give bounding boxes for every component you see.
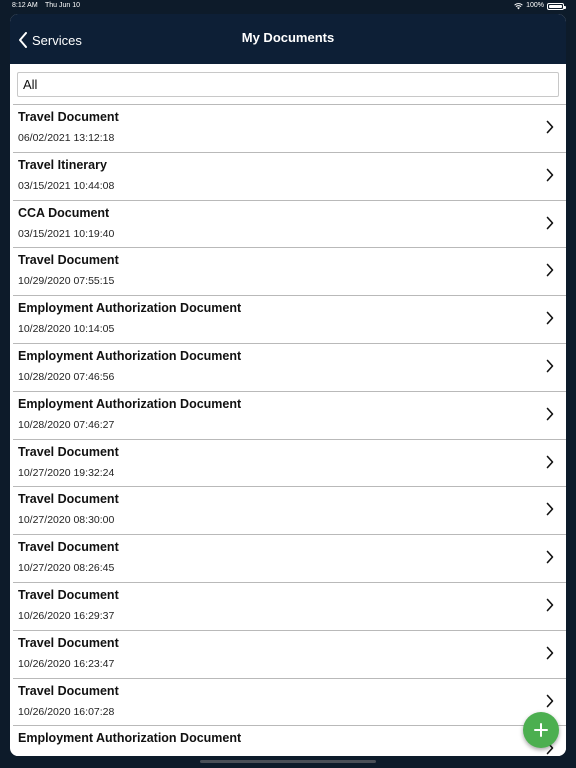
document-title: Travel Document xyxy=(18,492,119,507)
chevron-right-icon xyxy=(546,550,554,564)
document-title: CCA Document xyxy=(18,205,110,220)
document-title: Employment Authorization Document xyxy=(18,301,242,316)
document-date: 03/15/2021 10:19:40 xyxy=(18,227,115,240)
battery-percent: 100% xyxy=(526,2,544,9)
plus-icon xyxy=(534,723,548,737)
document-title: Travel Document xyxy=(18,587,119,602)
document-row[interactable] xyxy=(13,104,566,152)
document-row[interactable] xyxy=(13,152,566,200)
document-row[interactable] xyxy=(13,534,566,582)
document-title: Employment Authorization Document xyxy=(18,731,242,746)
document-title: Travel Itinerary xyxy=(18,157,107,172)
document-row[interactable] xyxy=(13,247,566,295)
chevron-right-icon xyxy=(546,359,554,373)
document-row[interactable] xyxy=(13,725,566,756)
chevron-right-icon xyxy=(546,646,554,660)
document-title: Employment Authorization Document xyxy=(18,396,242,411)
document-date: 10/27/2020 08:30:00 xyxy=(18,514,115,527)
app-window xyxy=(10,14,566,756)
document-date: 10/26/2020 16:07:28 xyxy=(18,705,115,718)
document-title: Travel Document xyxy=(18,683,119,698)
status-right xyxy=(514,0,564,12)
chevron-right-icon xyxy=(546,263,554,277)
document-list xyxy=(13,104,566,756)
wifi-icon xyxy=(514,2,523,10)
status-date: Thu Jun 10 xyxy=(45,2,81,9)
document-row[interactable] xyxy=(13,295,566,343)
document-title: Travel Document xyxy=(18,110,119,124)
document-date: 10/27/2020 19:32:24 xyxy=(18,466,115,479)
document-title: Travel Document xyxy=(18,253,119,268)
document-row[interactable] xyxy=(13,486,566,534)
chevron-right-icon xyxy=(546,455,554,469)
document-row[interactable] xyxy=(13,200,566,248)
chevron-right-icon xyxy=(546,120,554,134)
navigation-bar xyxy=(10,14,566,64)
document-date: 06/02/2021 13:12:18 xyxy=(18,132,115,144)
add-document-button[interactable] xyxy=(523,712,559,748)
document-row[interactable] xyxy=(13,343,566,391)
document-date: 10/26/2020 16:23:47 xyxy=(18,657,115,670)
chevron-right-icon xyxy=(546,598,554,612)
chevron-right-icon xyxy=(546,407,554,421)
home-indicator xyxy=(200,760,376,763)
document-date: 10/27/2020 08:26:45 xyxy=(18,562,115,575)
document-date: 10/28/2020 07:46:27 xyxy=(18,418,115,431)
chevron-right-icon xyxy=(546,694,554,708)
document-row[interactable] xyxy=(13,678,566,726)
status-time: 8:12 AM xyxy=(12,2,38,9)
document-title: Employment Authorization Document xyxy=(18,348,242,363)
document-title: Travel Document xyxy=(18,540,119,555)
back-button-label: Services xyxy=(32,32,82,48)
chevron-right-icon xyxy=(546,168,554,182)
document-date: 10/28/2020 10:14:05 xyxy=(18,323,115,336)
document-title: Travel Document xyxy=(18,635,119,650)
document-title: Travel Document xyxy=(18,444,119,459)
document-date: 10/29/2020 07:55:15 xyxy=(18,275,115,288)
chevron-right-icon xyxy=(546,502,554,516)
page-title: My Documents xyxy=(241,30,335,45)
document-row[interactable] xyxy=(13,391,566,439)
document-row[interactable] xyxy=(13,439,566,487)
document-filter-field[interactable]: All xyxy=(17,72,559,97)
status-bar xyxy=(0,0,576,12)
document-row[interactable] xyxy=(13,582,566,630)
document-date: 10/26/2020 16:29:37 xyxy=(18,609,115,622)
document-date: 10/28/2020 07:46:56 xyxy=(18,370,115,383)
document-row[interactable] xyxy=(13,630,566,678)
battery-icon xyxy=(547,3,564,10)
document-date: 03/15/2021 10:44:08 xyxy=(18,179,115,192)
chevron-right-icon xyxy=(546,216,554,230)
chevron-right-icon xyxy=(546,311,554,325)
